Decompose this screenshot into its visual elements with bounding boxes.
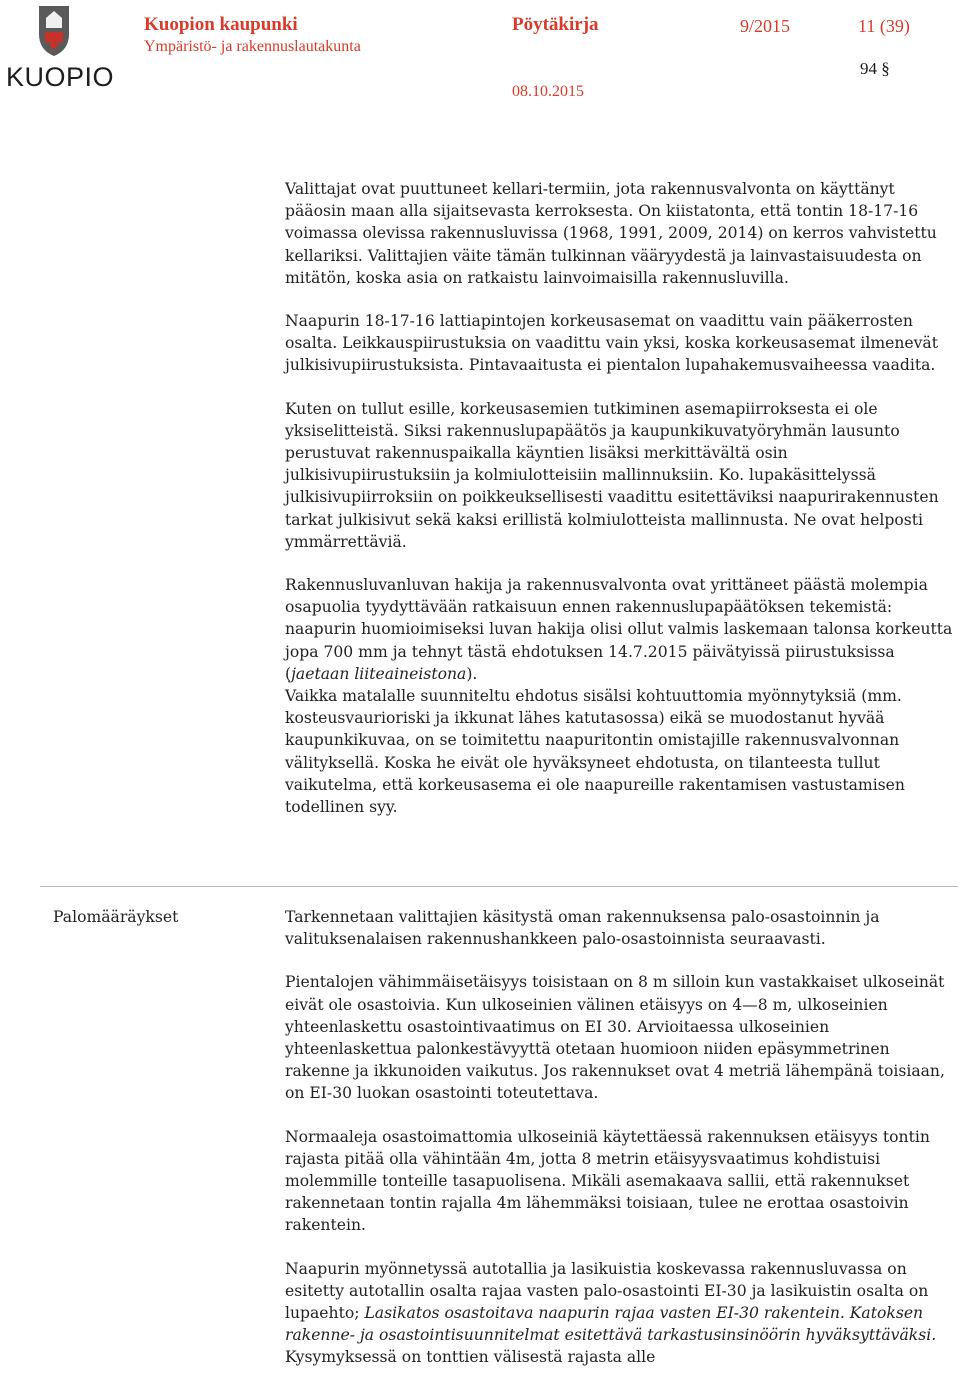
body-block-2 [285,906,957,1369]
kuopio-logo [6,4,115,96]
paragraph-autotalli-text: Naapurin myönnetyssä autotallia ja lasikuistia koskevassa rakennusluvassa on esitetty autotallin osalta rajaa vasten palo-osastointi EI-30 ja lasikuistin osalta on lupaehto; [285,1259,929,1323]
city-crest-icon [37,4,71,58]
paragraph-osastoimattomat: Normaaleja osastoimattomia ulkoseiniä käytettäessä rakennuksen etäisyys tontin rajasta pitää olla vähintään 4m, jotta 8 metrin etäisyysvaatimus kohdistuisi molemmille tonteille tasapuolisena. Mikäli asemakaava sallii, että rakennukset rakennetaan tontin rajalla 4m lähemmäksi toisiaan, tulee ne erottaa osastoivin rakentein. [285,1127,930,1235]
paragraph-ehdotus: Vaikka matalalle suunniteltu ehdotus sisälsi kohtuuttomia myönnytyksiä (mm. kosteusvaurioriski ja ikkunat lähes katutasossa) eikä se muodostanut hyvää kaupunkikuvaa, on se toimitettu naapuritontin omistajille rakennusvalvonnan välityksellä. Koska he eivät ole hyväksyneet ehdotusta, on tilanteesta tullut vaikutelma, että korkeusasema ei ole naapureille rakentamisen vastustamisen todellinen syy. [285,687,905,817]
document-number: 9/2015 [740,16,791,36]
board-name: Ympäristö- ja rakennuslautakunta [144,38,361,55]
paragraph-hakija-text: Rakennusluvanluvan hakija ja rakennusvalvonta ovat yrittäneet päästä molempia osapuolia tyydyttävään ratkaisuun ennen rakennuslupapäätöksen tekemistä: naapurin huomioimiseksi luvan hakija olisi ollut valmis laskemaan talonsa korkeutta jopa 700 mm ja tehnyt tästä ehdotuksen 14.7.2015 päivätyissä piirustuksissa ( [285,576,953,683]
paragraph-hakija-italic: jaetaan liiteaineistona [291,664,467,683]
paragraph-palo-intro: Tarkennetaan valittajien käsitystä oman rakennuksensa palo-osastoinnin ja valituksenalaisen rakennushankkeen palo-osastoinnista seuraavasti. [285,908,880,949]
organization-name: Kuopion kaupunki [144,14,298,35]
section-divider [40,886,958,887]
paragraph-korkeusasemat: Naapurin 18-17-16 lattiapintojen korkeusasemat on vaadittu vain pääkerrosten osalta. Leikkauspiirustuksia on vaadittu vain yksi, koska korkeusasemat ilmenevät julkisivupiirustuksista. Pintavaaitusta ei pientalon lupahakemusvaiheessa vaadita. [285,312,938,375]
paragraph-asemapiirros: Kuten on tullut esille, korkeusasemien tutkiminen asemapiirroksesta ei ole yksiselitteistä. Siksi rakennuslupapäätös ja kaupunkikuvatyöryhmän lausunto perustuvat rakennuspaikalla käyntien lisäksi merkittävältä osin julkisivupiirustuksiin ja kolmiulotteisiin mallinnuksiin. Ko. lupakäsittelyssä julkisivupiirroksiin on poikkeuksellisesti vaadittu esitettäviksi naapurirakennusten tarkat julkisivut sekä kaksi erillistä kolmiulotteista mallinnusta. Ne ovat helposti ymmärrettäviä. [285,399,939,551]
paragraph-vahimmaisetaisyys: Pientalojen vähimmäisetäisyys toisistaan on 8 m silloin kun vastakkaiset ulkoseinät eivät ole osastoivia. Kun ulkoseinien välinen etäisyys on 4—8 m, ulkoseinien yhteenlaskettu osastointivaatimus on EI 30. Arvioitaessa ulkoseinien yhteenlaskettua palonkestävyyttä otetaan huomioon niiden epäsymmetrinen rakenne ja ikkunoiden vaikutus. Jos rakennukset ovat 4 metriä lähempänä toisiaan, on EI-30 luokan osastointi toteutettava. [285,973,945,1103]
paragraph-autotalli-end: Kysymyksessä on tonttien välisestä rajasta alle [285,1348,656,1367]
paragraph-kellari: Valittajat ovat puuttuneet kellari-termiin, jota rakennusvalvonta on käyttänyt pääosin maan alla sijaitsevasta kerroksesta. On kiistatonta, että tontin 18-17-16 voimassa olevissa rakennusluvissa (1968, 1991, 2009, 2014) on kerros vahvistettu kellariksi. Valittajien väite tämän tulkinnan vääryydestä ja lainvastaisuudesta on mitätön, koska asia on ratkaistu lainvoimaisilla rakennusluvilla. [285,180,937,287]
logo-text: KUOPIO [6,62,115,92]
body-block-1 [285,178,957,818]
section-label: Palomääräykset [53,908,179,926]
meeting-date: 08.10.2015 [512,83,584,100]
section-number: 94 § [860,59,890,78]
paragraph-hakija [285,574,957,685]
paragraph-hakija-end: ). [466,664,478,683]
paragraph-autotalli-italic: Lasikatos osastoitava naapurin rajaa vasten EI-30 rakentein. Katoksen rakenne- ja osastointisuunnitelmat esitettävä tarkastusinsinöörin hyväksyttäväksi. [285,1304,937,1345]
paragraph-autotalli [285,1258,957,1369]
document-type: Pöytäkirja [512,14,599,35]
page-indicator: 11 (39) [858,16,910,36]
